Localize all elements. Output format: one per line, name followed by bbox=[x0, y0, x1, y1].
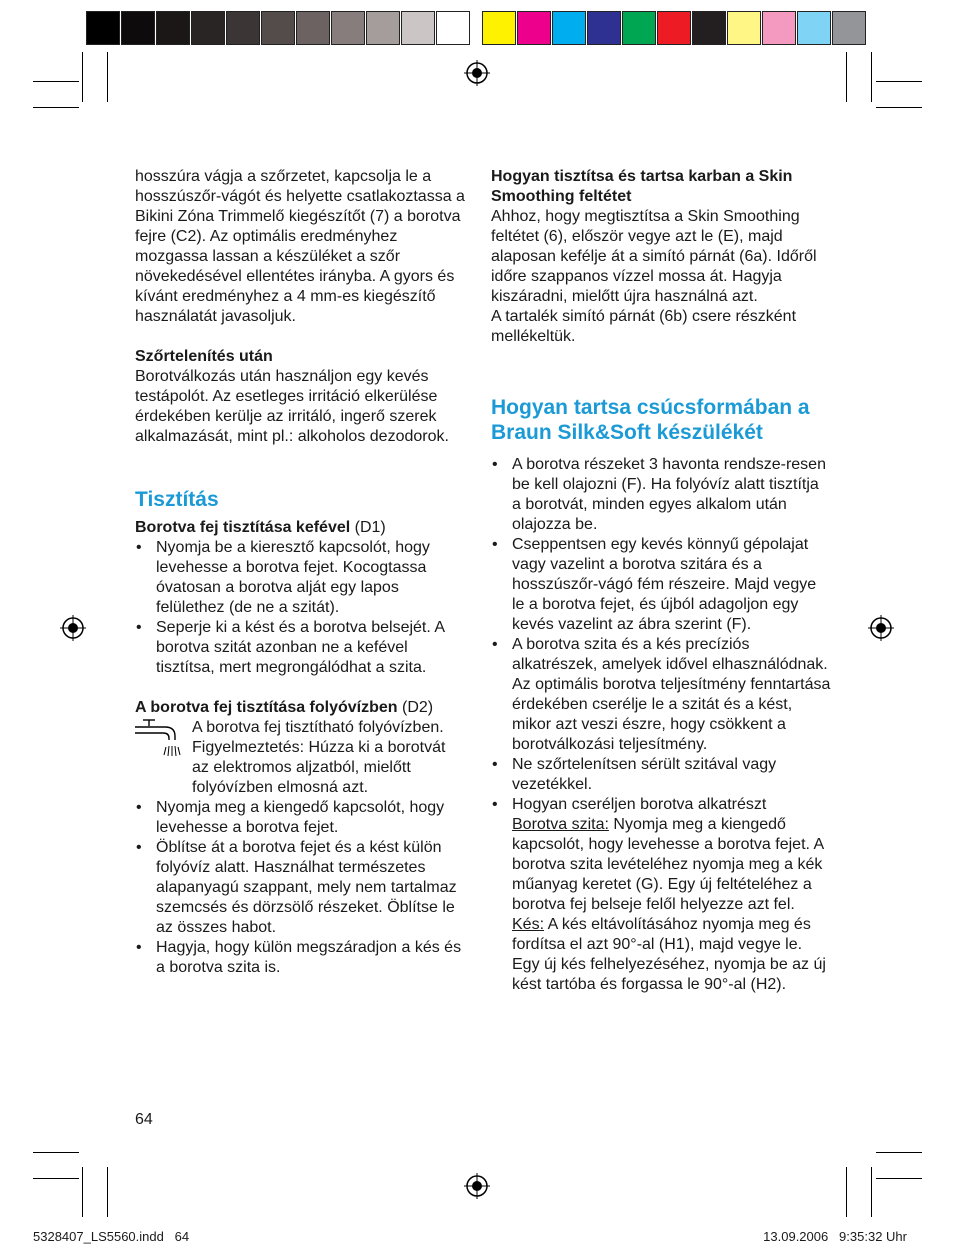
color-swatch bbox=[366, 11, 400, 45]
list-item: • Nyomja meg a kiengedő kapcsolót, hogy levehesse a borotva fejet. bbox=[135, 798, 465, 838]
color-swatch bbox=[622, 11, 656, 45]
intro-paragraph: hosszúra vágja a szőrzetet, kapcsolja le a hosszúszőr-vágót és helyette csatlakoztassa a Bikini Zóna Trimmelő kiegészítőt (7) a borotva fejre (C2). Az optimális eredményhez mozgassa lassan a készüléket a szőr növekedésével ellentétes irányba. A gyors és kívánt eredményhez a 4 mm-es kiegészítő használatát javasoljuk. bbox=[135, 168, 465, 325]
page-number: 64 bbox=[135, 1111, 153, 1128]
water-heading: A borotva fej tisztítása folyóvízben bbox=[135, 699, 398, 716]
water-ref: (D2) bbox=[397, 699, 434, 716]
color-swatch bbox=[191, 11, 225, 45]
list-item: • Ne szőrtelenítsen sérült szitával vagy vezetékkel. bbox=[491, 755, 831, 795]
brush-heading: Borotva fej tisztítása kefével bbox=[135, 519, 351, 536]
color-swatch bbox=[121, 11, 155, 45]
registration-mark-icon bbox=[464, 60, 490, 86]
color-swatch bbox=[401, 11, 435, 45]
faucet-icon bbox=[135, 718, 183, 762]
color-swatch-bar bbox=[482, 11, 867, 47]
replace-intro: Hogyan cseréljen borotva alkatrészt bbox=[512, 796, 767, 813]
color-swatch bbox=[552, 11, 586, 45]
keep-list bbox=[491, 455, 831, 995]
list-item bbox=[491, 795, 831, 995]
list-item: • Nyomja be a kieresztő kapcsolót, hogy levehesse a borotva fejet. Kocogtassa óvatosan a borotva alját egy lapos felülethez (de ne a szitát). bbox=[135, 538, 465, 618]
brush-list bbox=[135, 538, 465, 678]
color-swatch bbox=[797, 11, 831, 45]
cutter-text: A kés eltávolításához nyomja meg és fordítsa el azt 90°-al (H1), majd vegye le. Egy új kés felhelyezéséhez, nyomja be az új kést tartóba és forgassa le 90°-al (H2). bbox=[512, 916, 826, 993]
color-swatch bbox=[156, 11, 190, 45]
color-swatch bbox=[482, 11, 516, 45]
registration-mark-icon bbox=[464, 1173, 490, 1199]
color-swatch bbox=[657, 11, 691, 45]
color-swatch bbox=[226, 11, 260, 45]
list-item: • Seperje ki a kést és a borotva belsejét. A borotva szitát azonban ne a kefével tisztítsa, mert megrongálódhat a szita. bbox=[135, 618, 465, 678]
registration-mark-icon bbox=[868, 615, 894, 641]
footer-file: 5328407_LS5560.indd 64 bbox=[33, 1229, 190, 1244]
color-swatch bbox=[832, 11, 866, 45]
water-note-1: A borotva fej tisztítható folyóvízben. bbox=[192, 719, 444, 736]
color-swatch bbox=[436, 11, 470, 45]
skin-paragraph-2: A tartalék simító párnát (6b) csere részként mellékeltük. bbox=[491, 308, 797, 345]
list-item: • Öblítse át a borotva fejet és a kést külön folyóvíz alatt. Használhat természetes alapanyagú szappant, mely nem tartalmaz szemcsés és dörzsölő részeket. Öblítse le az összes habot. bbox=[135, 838, 465, 938]
color-swatch bbox=[261, 11, 295, 45]
brush-ref: (D1) bbox=[350, 519, 386, 536]
color-swatch bbox=[86, 11, 120, 45]
water-list bbox=[135, 798, 465, 978]
foil-label: Borotva szita: bbox=[512, 816, 609, 833]
skin-heading: Hogyan tisztítsa és tartsa karban a Skin Smoothing feltétet bbox=[491, 168, 793, 205]
water-subheading bbox=[135, 698, 465, 718]
color-swatch bbox=[587, 11, 621, 45]
brush-subheading bbox=[135, 518, 465, 538]
left-column bbox=[135, 167, 465, 978]
cutter-label: Kés: bbox=[512, 916, 545, 933]
color-swatch bbox=[727, 11, 761, 45]
after-heading: Szőrtelenítés után bbox=[135, 348, 273, 365]
list-item: • A borotva szita és a kés precíziós alkatrészek, amelyek idővel elhasználódnak. Az optimális borotva teljesítmény fenntartása érdekében cserélje le a szitát és a kést, mikor azt veszi észre, hogy csökkent a borotválkozási teljesítmény. bbox=[491, 635, 831, 755]
after-paragraph: Borotválkozás után használjon egy kevés testápolót. Az esetleges irritáció elkerülése érdekében kerülje az irritáló, ingerő szerek alkalmazását, mint pl.: alkoholos dezodorok. bbox=[135, 368, 449, 445]
color-swatch bbox=[692, 11, 726, 45]
color-swatch bbox=[762, 11, 796, 45]
keep-heading: Hogyan tartsa csúcsformában a Braun Silk&Soft készülékét bbox=[491, 396, 810, 444]
color-swatch bbox=[296, 11, 330, 45]
right-column bbox=[491, 167, 831, 995]
list-item: • Hagyja, hogy külön megszáradjon a kés és a borotva szita is. bbox=[135, 938, 465, 978]
list-item: • Cseppentsen egy kevés könnyű gépolajat vagy vazelint a borotva szitára és a hosszúszőr-vágó fém részeire. Majd vegye le a borotva fejet, és újból adagoljon egy kevés vazelint az ábra szerint (F). bbox=[491, 535, 831, 635]
color-swatch bbox=[517, 11, 551, 45]
gray-swatch-bar bbox=[86, 11, 471, 47]
footer-date: 13.09.2006 9:35:32 Uhr bbox=[763, 1229, 907, 1244]
cleaning-heading: Tisztítás bbox=[135, 488, 219, 511]
water-note-2: Figyelmeztetés: Húzza ki a borotvát az elektromos aljzatból, mielőtt folyóvízben elmosná azt. bbox=[192, 739, 446, 796]
skin-paragraph: Ahhoz, hogy megtisztítsa a Skin Smoothing feltétet (6), először vegye azt le (E), majd alaposan kefélje át a simító párnát (6a). Időről időre szappanos vízzel mossa át. Hagyja kiszáradni, mielőtt újra használná azt. bbox=[491, 208, 817, 305]
registration-mark-icon bbox=[60, 615, 86, 641]
water-note bbox=[135, 718, 465, 798]
color-swatch bbox=[331, 11, 365, 45]
foil-text: Nyomja meg a kiengedő kapcsolót, hogy levehesse a borotva fejet. A borotva szita levételéhez nyomja meg a kék műanyag keretet (G). Egy új feltételéhez a borotva fej belseje felől helyezze azt fel. bbox=[512, 816, 824, 913]
list-item: • A borotva részeket 3 havonta rendsze-resen be kell olajozni (F). Ha folyóvíz alatt tisztítja a borotvát, minden egyes alkalom után olajozza be. bbox=[491, 455, 831, 535]
